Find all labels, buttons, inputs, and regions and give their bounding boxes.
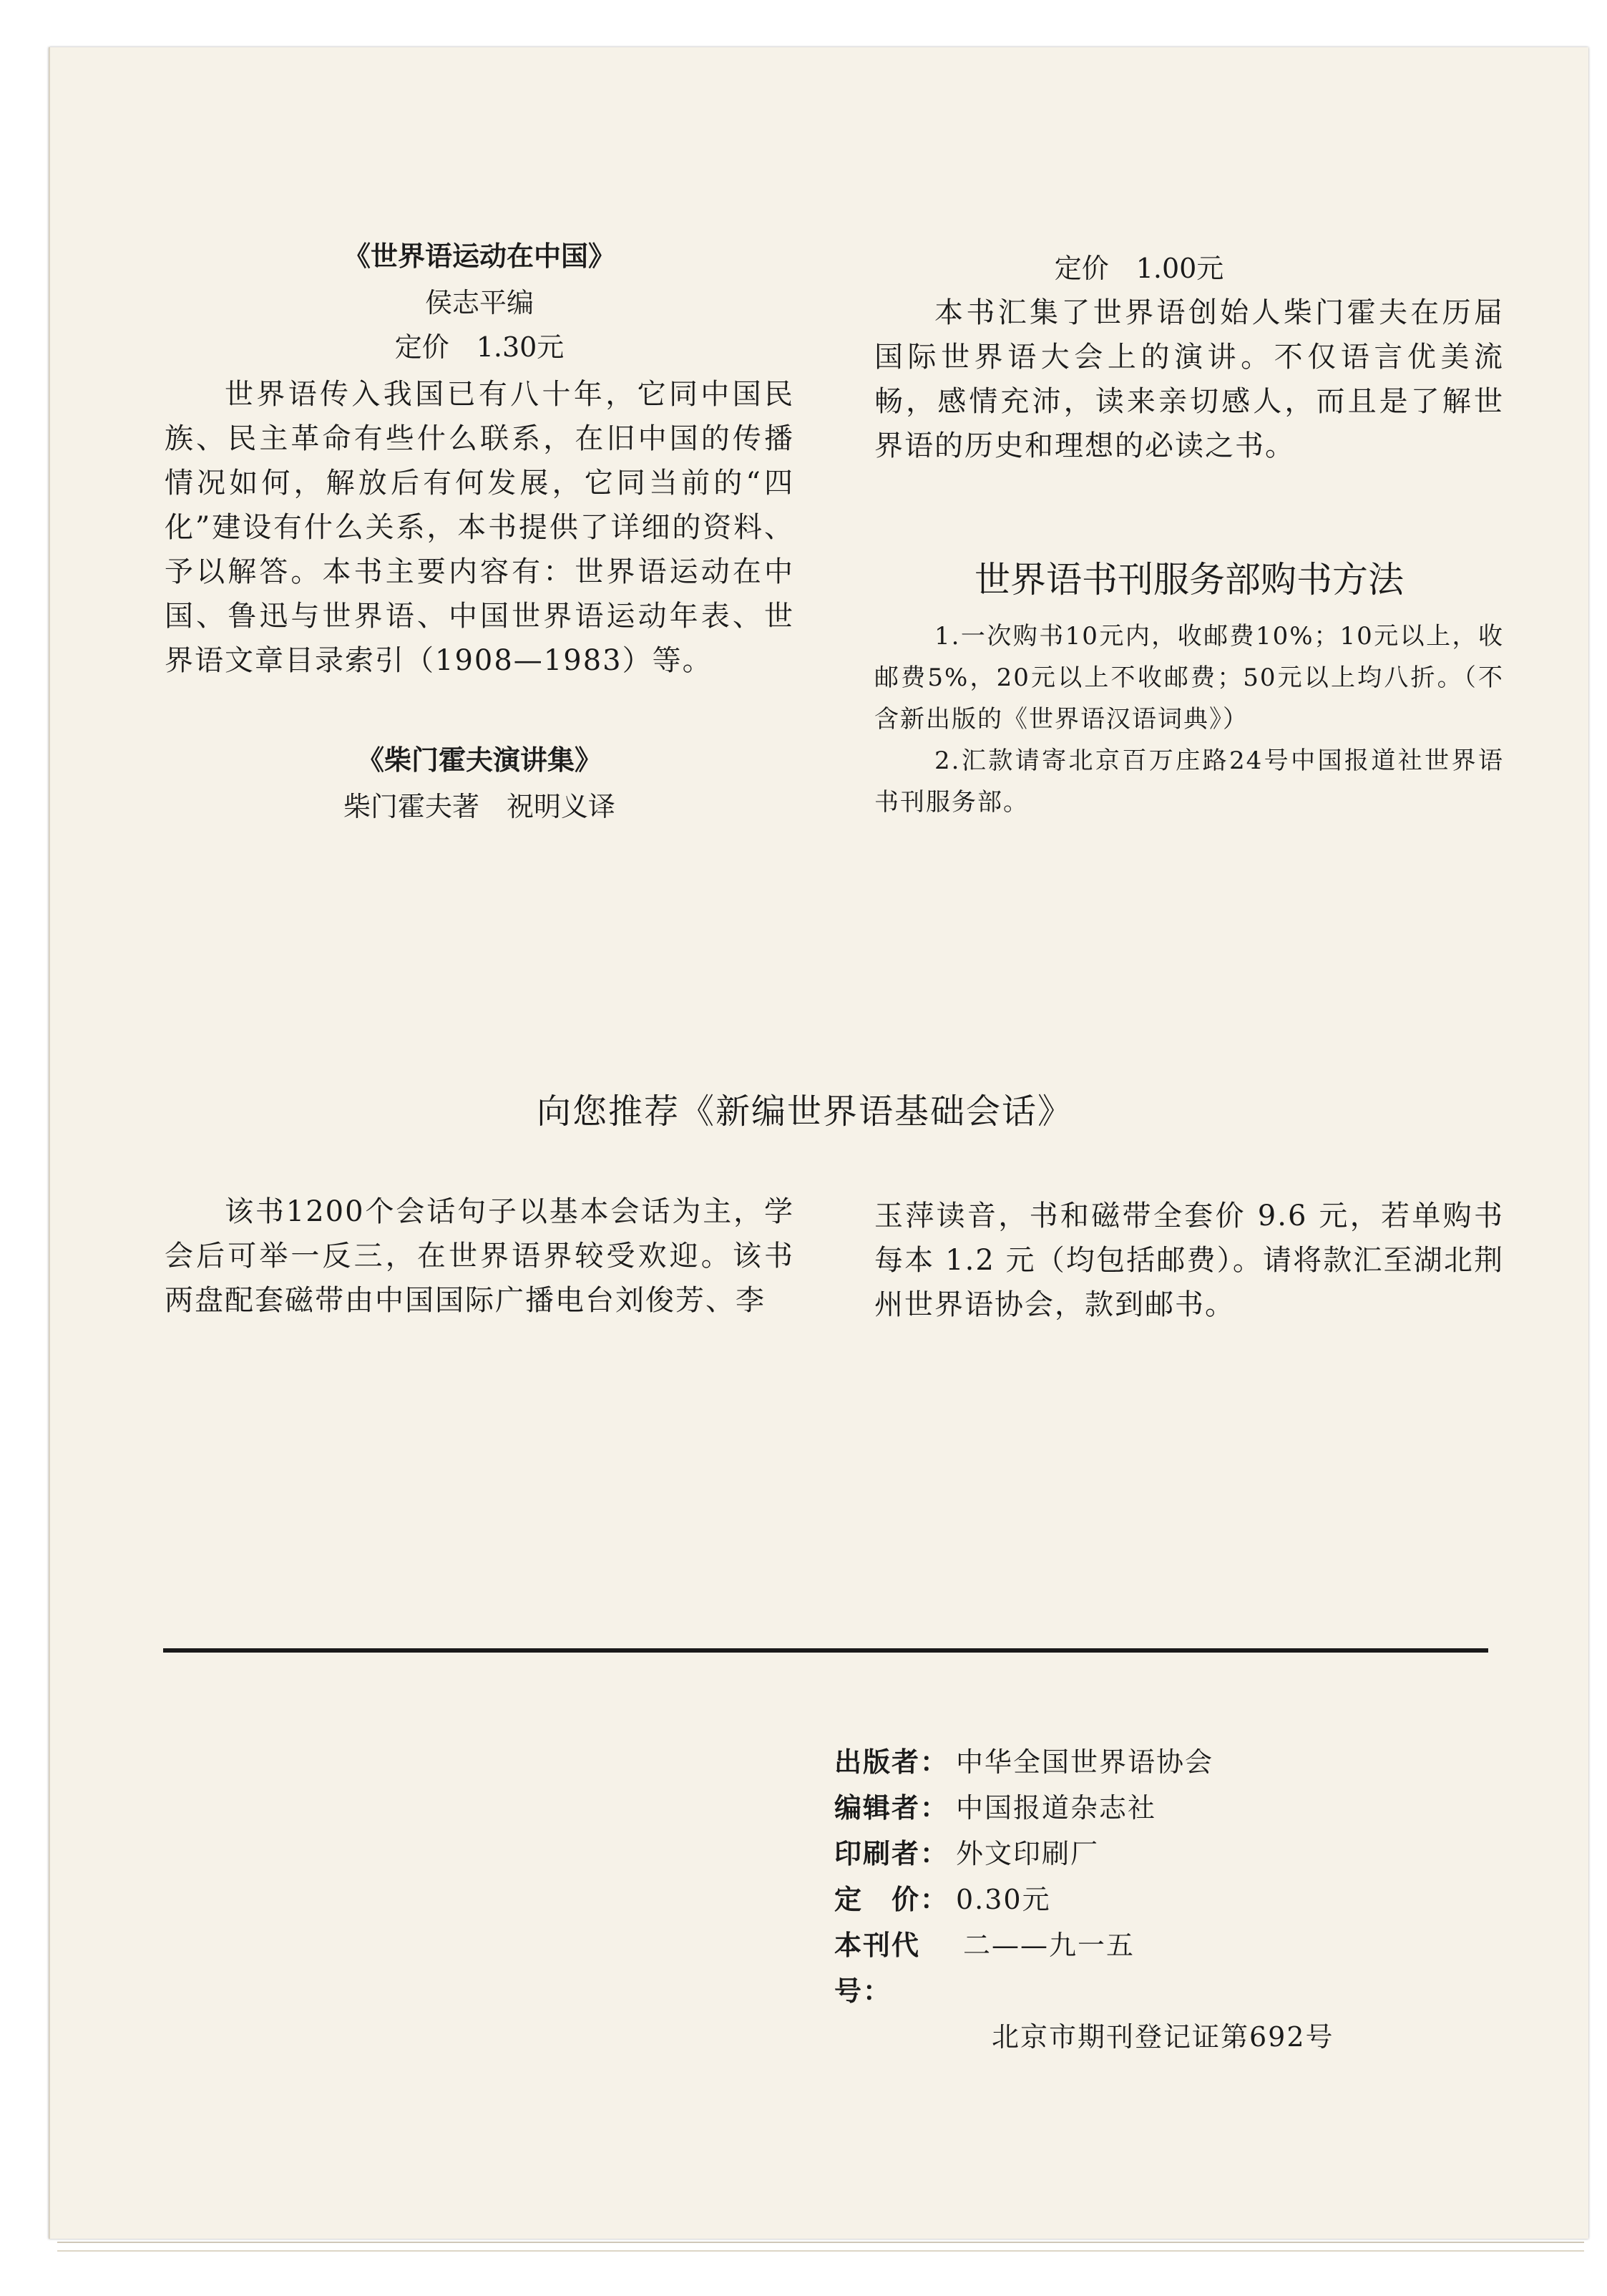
book2-price: 定价 1.00元	[1054, 253, 1224, 284]
imprint-editor	[834, 1785, 1334, 1831]
purchase-item-1: 1.一次购书10元内，收邮费10%；10元以上，收邮费5%，20元以上不收邮费；50元以上均八折。（不含新出版的《世界语汉语词典》）	[874, 622, 1504, 734]
book2-continued	[874, 246, 1504, 468]
code-value: 二——九一五	[963, 1930, 1135, 1961]
printer-value: 外文印刷厂	[956, 1838, 1100, 1869]
recommend-heading: 向您推荐《新编世界语基础会话》	[536, 1091, 1073, 1132]
purchase-section	[874, 551, 1504, 823]
purchase-heading: 世界语书刊服务部购书方法	[975, 559, 1404, 600]
registration-value: 北京市期刊登记证第692号	[992, 2021, 1334, 2053]
book2-description: 本书汇集了世界语创始人柴门霍夫在历届国际世界语大会上的演讲。不仅语言优美流畅，感情充沛，读来亲切感人，而且是了解世界语的历史和理想的必读之书。	[874, 296, 1504, 462]
purchase-item-2: 2.汇款请寄北京百万庄路24号中国报道社世界语书刊服务部。	[874, 746, 1504, 817]
imprint-code	[834, 1922, 1334, 2014]
book1-title: 《世界语运动在中国》	[343, 240, 615, 272]
book2-author: 柴门霍夫著 祝明义译	[343, 791, 615, 822]
price-value: 0.30元	[956, 1884, 1051, 1915]
recommend-right-text: 玉萍读音，书和磁带全套价 9.6 元，若单购书每本 1.2 元（均包括邮费）。请将款汇至湖北荆州世界语协会，款到邮书。	[874, 1200, 1504, 1321]
code-label: 本刊代号：	[834, 1930, 921, 2007]
book1-price: 定价 1.30元	[394, 331, 565, 363]
book1-section	[165, 232, 794, 683]
imprint-registration	[834, 2014, 1334, 2060]
book1-editor: 侯志平编	[424, 287, 534, 318]
editor-label: 编辑者：	[834, 1792, 949, 1824]
imprint-publisher	[834, 1739, 1334, 1785]
editor-value: 中国报道杂志社	[956, 1792, 1157, 1824]
imprint-price	[834, 1877, 1334, 1922]
book2-section	[165, 736, 794, 829]
publisher-label: 出版者：	[834, 1746, 949, 1778]
price-label: 定 价：	[834, 1884, 949, 1915]
book2-title: 《柴门霍夫演讲集》	[356, 744, 602, 776]
recommend-left-text: 该书1200个会话句子以基本会话为主，学会后可举一反三，在世界语界较受欢迎。该书两盘配套磁带由中国国际广播电台刘俊芳、李	[165, 1195, 794, 1317]
divider-rule	[163, 1648, 1488, 1653]
imprint-block	[834, 1739, 1334, 2060]
publisher-value: 中华全国世界语协会	[956, 1746, 1214, 1778]
book1-description: 世界语传入我国已有八十年，它同中国民族、民主革命有些什么联系，在旧中国的传播情况如何，解放后有何发展，它同当前的“四化”建设有什么关系，本书提供了详细的资料、予以解答。本书主要内容有：世界语运动在中国、鲁迅与世界语、中国世界语运动年表、世界语文章目录索引（1908—1983）等。	[165, 378, 794, 677]
page-edge	[57, 2242, 1584, 2252]
imprint-printer	[834, 1831, 1334, 1877]
printer-label: 印刷者：	[834, 1838, 949, 1869]
